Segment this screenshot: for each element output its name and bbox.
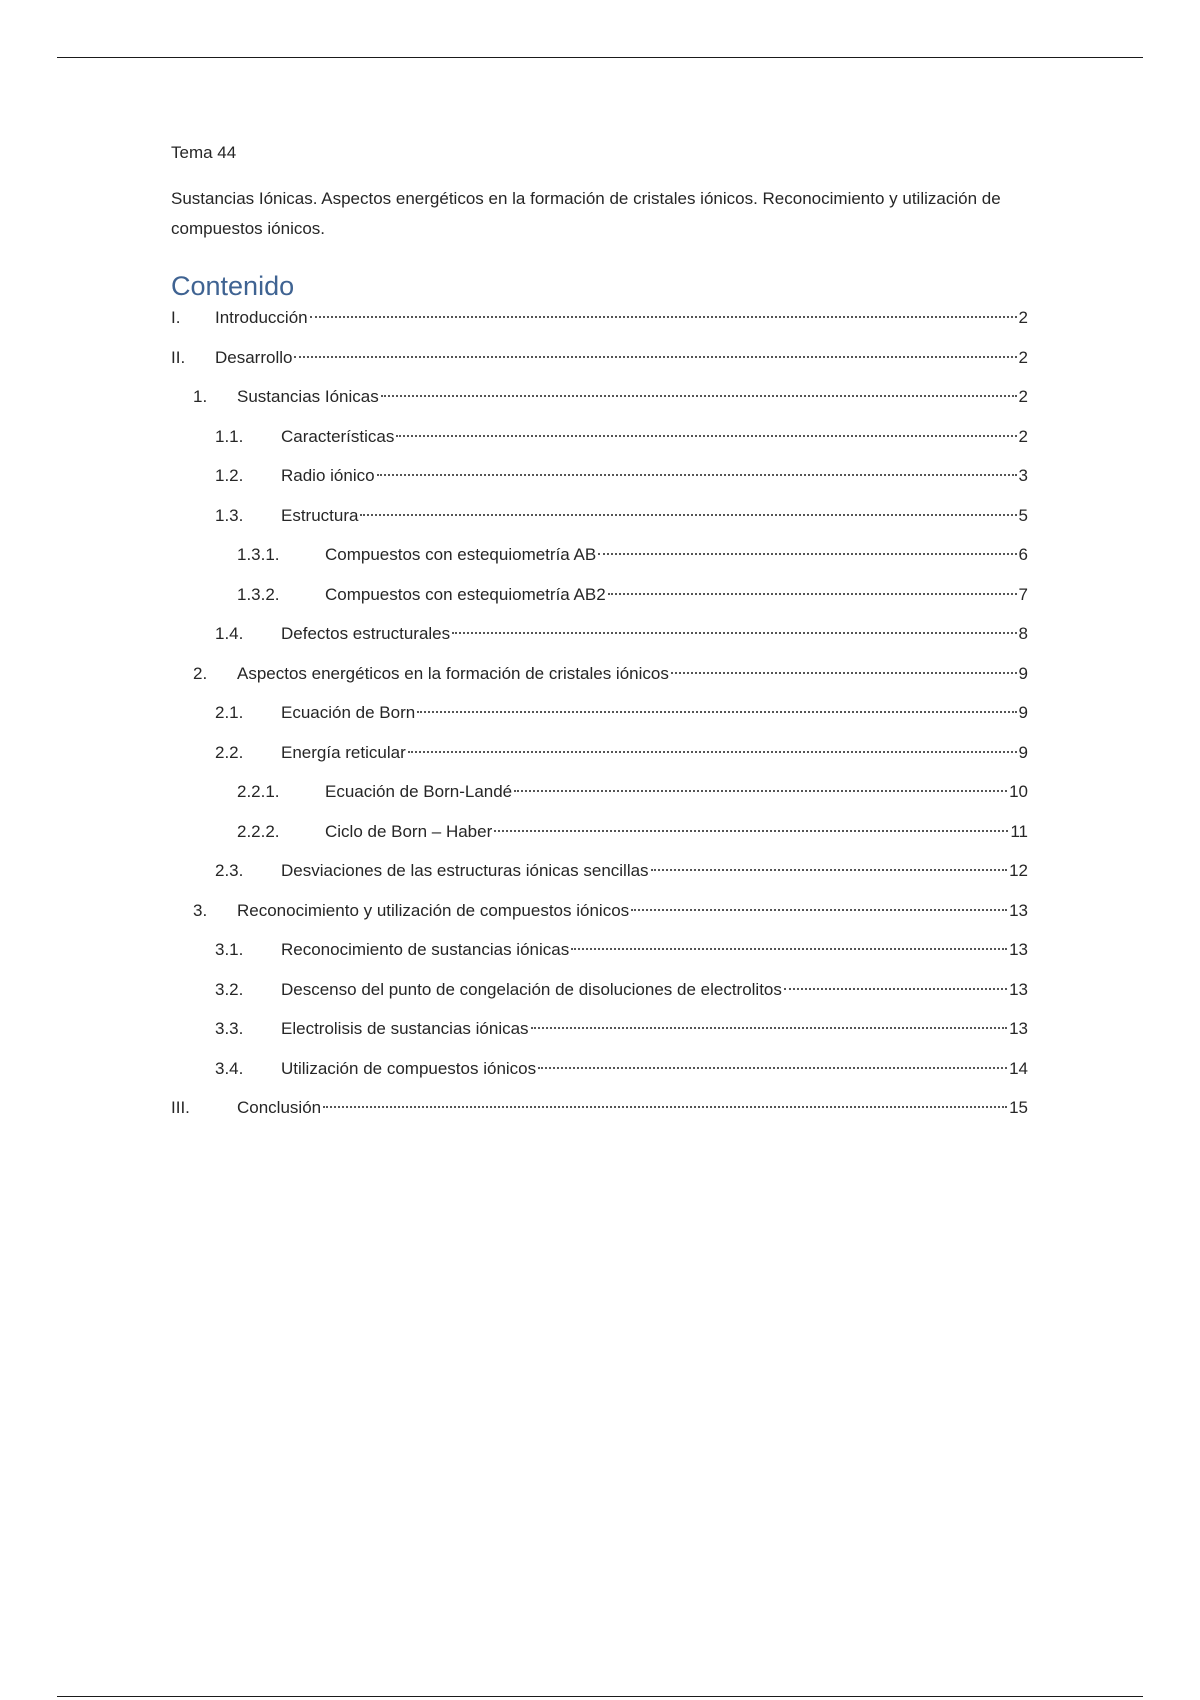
toc-entry[interactable] — [171, 938, 1028, 978]
dot-leader — [608, 593, 1017, 595]
toc-title: Contenido — [171, 271, 295, 301]
dot-leader — [538, 1067, 1007, 1069]
toc-entry-number: I. — [171, 308, 181, 327]
toc-entry-label[interactable]: Estructura — [281, 505, 359, 525]
toc-entry[interactable] — [171, 780, 1028, 820]
toc-entry-label[interactable]: Compuestos con estequiometría AB — [325, 545, 597, 564]
toc-entry-page[interactable]: 5 — [1018, 505, 1028, 525]
toc-entry-page[interactable]: 10 — [1009, 782, 1028, 801]
toc-entry-page[interactable]: 9 — [1018, 742, 1028, 762]
toc-entry-page[interactable]: 14 — [1009, 1058, 1028, 1078]
dot-leader — [452, 632, 1016, 634]
toc-entry-page[interactable]: 2 — [1018, 347, 1028, 367]
toc-entry-number: 2.1. — [215, 703, 244, 722]
toc-entry[interactable] — [171, 820, 1028, 860]
toc-entry[interactable] — [171, 701, 1028, 741]
dot-leader — [417, 711, 1016, 713]
toc-entry[interactable] — [171, 385, 1028, 425]
toc-entry-page[interactable]: 13 — [1009, 900, 1028, 920]
toc-entry-number: III. — [171, 1098, 190, 1117]
toc-entry[interactable] — [171, 1017, 1028, 1057]
toc-entry-label[interactable]: Sustancias Iónicas — [237, 387, 379, 406]
dot-leader — [294, 356, 1016, 358]
toc-entry-label[interactable]: Aspectos energéticos en la formación de cristales iónicos — [237, 663, 669, 683]
toc-entry-number: 1.3.2. — [237, 584, 280, 604]
toc-entry-label[interactable]: Defectos estructurales — [281, 624, 451, 643]
toc-entry[interactable] — [171, 306, 1028, 346]
dot-leader — [494, 830, 1008, 832]
page-content — [171, 142, 1028, 1136]
toc-entry-page[interactable]: 8 — [1018, 624, 1028, 643]
toc-entry-number: 1.2. — [215, 466, 244, 485]
toc-entry-label[interactable]: Desarrollo — [215, 347, 293, 367]
toc-entry[interactable] — [171, 899, 1028, 939]
toc-entry-label[interactable]: Energía reticular — [281, 742, 406, 762]
toc-entry-label[interactable]: Compuestos con estequiometría AB2 — [325, 584, 606, 604]
dot-leader — [377, 474, 1017, 476]
toc-entry-label[interactable]: Introducción — [215, 308, 308, 327]
toc-entry-label[interactable]: Electrolisis de sustancias iónicas — [281, 1019, 529, 1038]
topic-number: Tema 44 — [171, 143, 237, 162]
toc-entry-number: 1.4. — [215, 624, 244, 643]
toc-entry-number: 3.1. — [215, 940, 244, 959]
toc-entry-number: 3. — [193, 900, 208, 920]
toc-entry-page[interactable]: 13 — [1009, 979, 1028, 999]
toc-entry[interactable] — [171, 859, 1028, 899]
toc-entry[interactable] — [171, 741, 1028, 781]
dot-leader — [408, 751, 1017, 753]
toc-entry[interactable] — [171, 978, 1028, 1018]
toc-entry[interactable] — [171, 583, 1028, 623]
footer-rule — [57, 1696, 1143, 1697]
toc-entry-number: 1. — [193, 387, 208, 406]
topic-subject: Sustancias Iónicas. Aspectos energéticos en la formación de cristales iónicos. Reconocimiento y utilización de compuestos iónicos. — [171, 189, 1001, 238]
toc-entry-page[interactable]: 13 — [1009, 940, 1028, 959]
table-of-contents — [171, 306, 1028, 1136]
toc-entry-page[interactable]: 2 — [1018, 426, 1028, 446]
toc-entry-number: 2.2.1. — [237, 782, 280, 801]
dot-leader — [310, 316, 1017, 318]
toc-entry-label[interactable]: Conclusión — [237, 1098, 322, 1117]
toc-entry[interactable] — [171, 622, 1028, 662]
toc-entry[interactable] — [171, 543, 1028, 583]
toc-entry-page[interactable]: 12 — [1009, 861, 1028, 880]
header-rule — [57, 57, 1143, 58]
dot-leader — [651, 869, 1008, 871]
toc-entry-number: 2.2. — [215, 742, 244, 762]
toc-entry-number: 1.3.1. — [237, 545, 280, 564]
toc-entry-page[interactable]: 2 — [1018, 308, 1028, 327]
toc-entry-number: 3.2. — [215, 979, 244, 999]
toc-entry-number: 2.2.2. — [237, 821, 280, 841]
toc-entry[interactable] — [171, 425, 1028, 465]
toc-entry-label[interactable]: Reconocimiento y utilización de compuestos iónicos — [237, 900, 630, 920]
dot-leader — [360, 514, 1016, 516]
toc-entry-label[interactable]: Utilización de compuestos iónicos — [281, 1058, 537, 1078]
toc-entry-label[interactable]: Ciclo de Born – Haber — [325, 821, 493, 841]
dot-leader — [396, 435, 1016, 437]
toc-entry-page[interactable]: 2 — [1018, 387, 1028, 406]
dot-leader — [571, 948, 1007, 950]
toc-entry-label[interactable]: Descenso del punto de congelación de disoluciones de electrolitos — [281, 979, 782, 999]
toc-entry[interactable] — [171, 662, 1028, 702]
toc-entry[interactable] — [171, 464, 1028, 504]
toc-entry-page[interactable]: 15 — [1009, 1098, 1028, 1117]
toc-entry[interactable] — [171, 1057, 1028, 1097]
toc-entry-number: 3.4. — [215, 1058, 244, 1078]
dot-leader — [784, 988, 1007, 990]
toc-entry-number: II. — [171, 347, 186, 367]
dot-leader — [381, 395, 1017, 397]
toc-entry-page[interactable]: 9 — [1018, 663, 1028, 683]
toc-entry-label[interactable]: Desviaciones de las estructuras iónicas sencillas — [281, 861, 649, 880]
dot-leader — [631, 909, 1007, 911]
toc-entry-page[interactable]: 13 — [1009, 1019, 1028, 1038]
toc-entry-number: 2. — [193, 663, 208, 683]
toc-entry-label[interactable]: Reconocimiento de sustancias iónicas — [281, 940, 570, 959]
toc-entry-label[interactable]: Ecuación de Born — [281, 703, 416, 722]
toc-entry-number: 1.1. — [215, 426, 244, 446]
toc-entry[interactable] — [171, 504, 1028, 544]
toc-entry-page[interactable]: 7 — [1018, 584, 1028, 604]
toc-entry-number: 1.3. — [215, 505, 244, 525]
toc-entry-page[interactable]: 6 — [1018, 545, 1028, 564]
toc-entry-page[interactable]: 3 — [1018, 466, 1028, 485]
toc-entry-label[interactable]: Ecuación de Born-Landé — [325, 782, 513, 801]
dot-leader — [323, 1106, 1007, 1108]
dot-leader — [598, 553, 1016, 555]
toc-entry-number: 2.3. — [215, 861, 244, 880]
dot-leader — [531, 1027, 1008, 1029]
dot-leader — [514, 790, 1007, 792]
dot-leader — [671, 672, 1017, 674]
toc-entry-label[interactable]: Radio iónico — [281, 466, 375, 485]
toc-entry-page[interactable]: 11 — [1010, 821, 1028, 841]
toc-entry[interactable] — [171, 346, 1028, 386]
toc-entry-label[interactable]: Características — [281, 426, 395, 446]
toc-entry-number: 3.3. — [215, 1019, 244, 1038]
toc-entry[interactable] — [171, 1096, 1028, 1136]
toc-entry-page[interactable]: 9 — [1018, 703, 1028, 722]
